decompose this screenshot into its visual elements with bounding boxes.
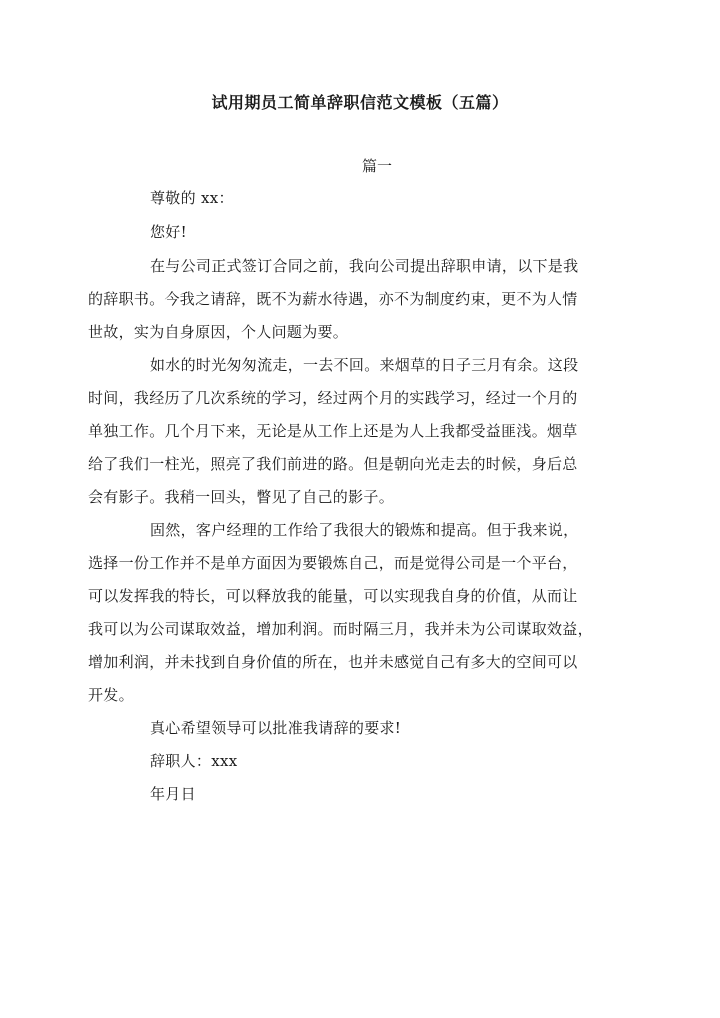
paragraph-3-line-3: 可以发挥我的特长，可以释放我的能量，可以实现我自身的价值，从而让: [88, 587, 578, 605]
paragraph-2-line-1: 如水的时光匆匆流走，一去不回。来烟草的日子三月有余。这段: [150, 356, 579, 374]
date-line: 年月日: [150, 785, 196, 803]
paragraph-3-line-6: 开发。: [88, 686, 134, 704]
salutation: 尊敬的 xx：: [150, 189, 234, 207]
paragraph-2-line-4: 给了我们一柱光，照亮了我们前进的路。但是朝向光走去的时候，身后总: [88, 455, 578, 473]
closing-request: 真心希望领导可以批准我请辞的要求!: [150, 719, 402, 737]
paragraph-3-line-2: 选择一份工作并不是单方面因为要锻炼自己，而是觉得公司是一个平台，: [88, 554, 578, 572]
section-title: 篇一: [362, 157, 393, 175]
paragraph-3-line-4: 我可以为公司谋取效益，增加利润。而时隔三月，我并未为公司谋取效益，: [88, 620, 593, 638]
paragraph-3-line-5: 增加利润，并未找到自身价值的所在，也并未感觉自己有多大的空间可以: [88, 653, 578, 671]
signature-line: 辞职人：xxx: [150, 752, 238, 770]
paragraph-1-line-2: 的辞职书。今我之请辞，既不为薪水待遇，亦不为制度约束，更不为人情: [88, 290, 578, 308]
paragraph-2-line-2: 时间，我经历了几次系统的学习，经过两个月的实践学习，经过一个月的: [88, 389, 578, 407]
greeting: 您好!: [150, 223, 187, 241]
document-title: 试用期员工简单辞职信范文模板（五篇）: [211, 93, 509, 112]
paragraph-1-line-1: 在与公司正式签订合同之前，我向公司提出辞职申请，以下是我: [150, 257, 579, 275]
paragraph-2-line-5: 会有影子。我稍一回头，瞥见了自己的影子。: [88, 488, 395, 506]
paragraph-1-line-3: 世故，实为自身原因，个人问题为要。: [88, 323, 349, 341]
paragraph-2-line-3: 单独工作。几个月下来，无论是从工作上还是为人上我都受益匪浅。烟草: [88, 422, 578, 440]
paragraph-3-line-1: 固然，客户经理的工作给了我很大的锻炼和提高。但于我来说，: [150, 521, 579, 539]
